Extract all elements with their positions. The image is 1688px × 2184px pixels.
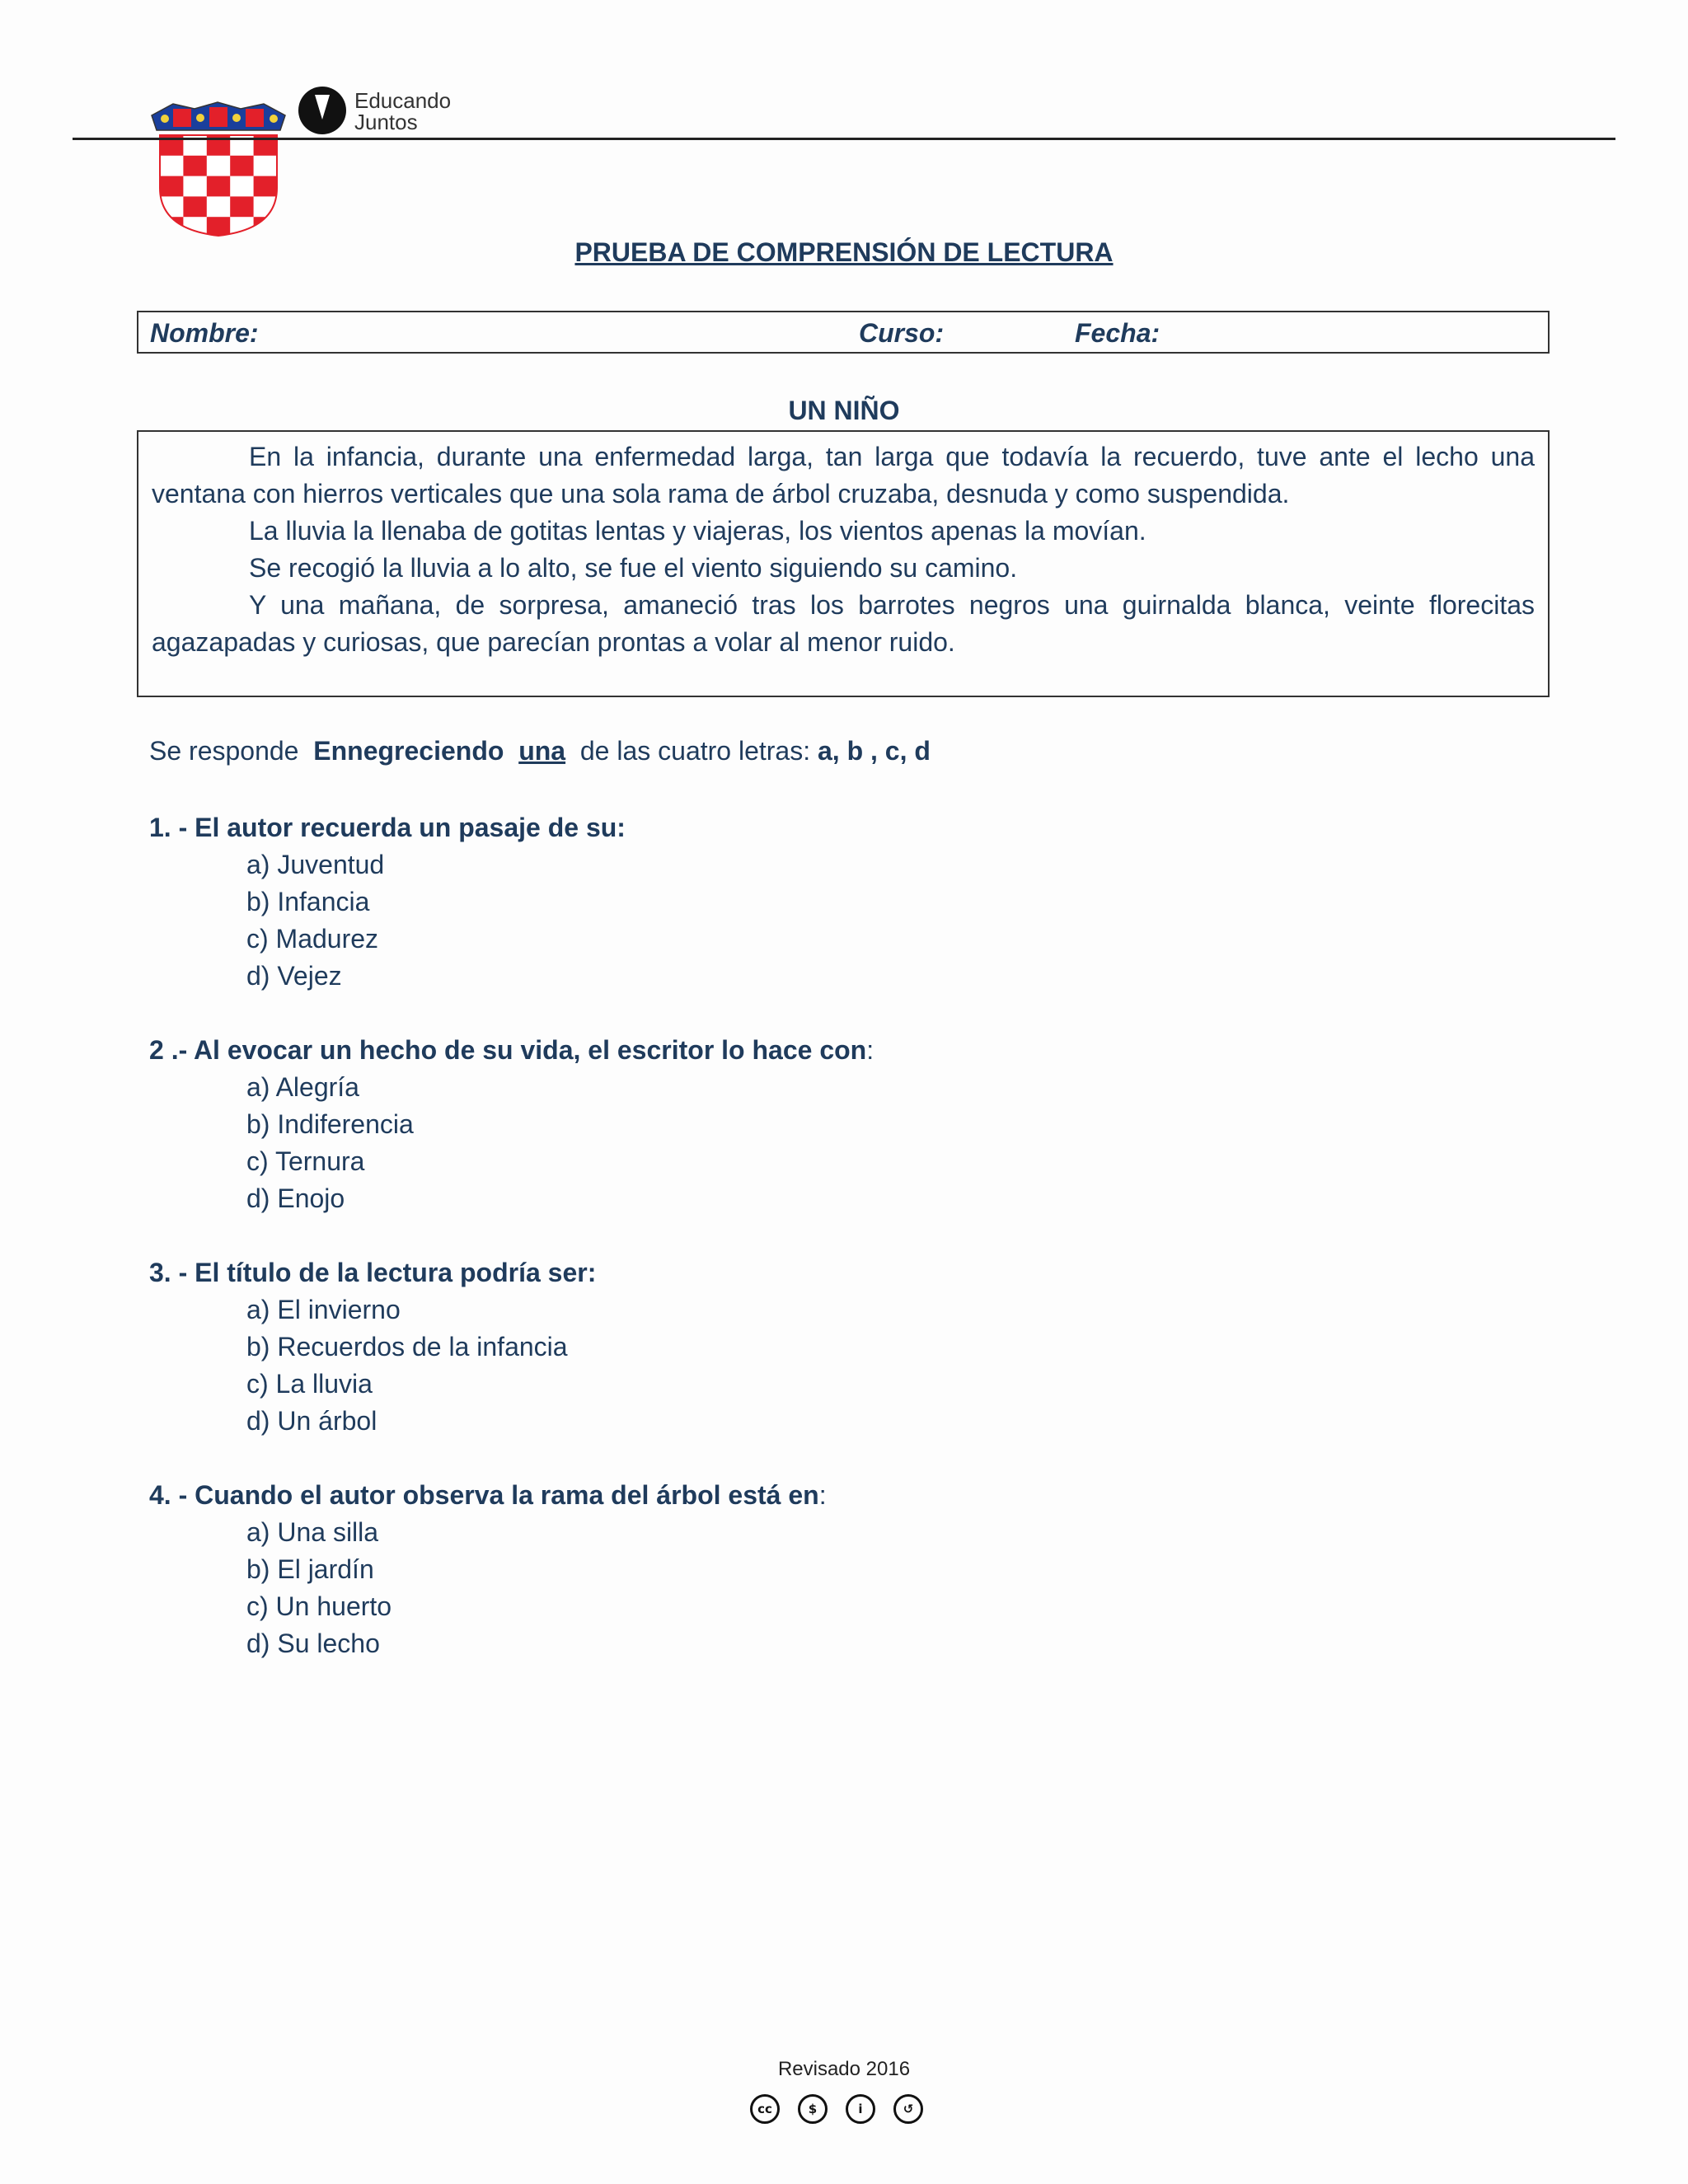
instructions-middle: de las cuatro letras:: [565, 736, 818, 766]
question-3: [149, 1254, 596, 1440]
answer-option[interactable]: b) El jardín: [246, 1554, 374, 1584]
story-title: UN NIÑO: [788, 396, 900, 425]
answer-option[interactable]: c) Ternura: [246, 1146, 365, 1176]
story-paragraph: Y una mañana, de sorpresa, amaneció tras los barrotes negros una guirnalda blanca, veinte florecitas agazapadas y curiosas, que parecían prontas a volar al menor ruido.: [152, 590, 1535, 657]
educando-juntos-logo: [298, 87, 480, 138]
story-paragraph: La lluvia la llenaba de gotitas lentas y viajeras, los vientos apenas la movían.: [249, 516, 1146, 546]
license-icons: [750, 2094, 931, 2130]
instructions-underlined-word: una: [518, 736, 566, 766]
student-info-box: [137, 311, 1550, 354]
question-title: 2 .- Al evocar un hecho de su vida, el escritor lo hace con:: [149, 1035, 874, 1065]
instructions-prefix: Se responde: [149, 736, 314, 766]
logo-mark-icon: [298, 87, 346, 134]
curso-label: Curso:: [859, 318, 945, 348]
story-paragraph: Se recogió la lluvia a lo alto, se fue el viento siguiendo su camino.: [249, 553, 1018, 583]
answer-options: [149, 1291, 596, 1440]
question-title: 1. - El autor recuerda un pasaje de su:: [149, 813, 626, 842]
revision-note: Revisado 2016: [777, 2058, 911, 2080]
answer-option[interactable]: c) La lluvia: [246, 1369, 373, 1399]
instructions: [149, 736, 931, 766]
answer-option[interactable]: b) Indiferencia: [246, 1109, 414, 1139]
logo-text: [354, 90, 451, 133]
answer-option[interactable]: d) Vejez: [246, 961, 342, 991]
question-title: 4. - Cuando el autor observa la rama del árbol está en:: [149, 1480, 827, 1510]
answer-option[interactable]: a) Juventud: [246, 850, 385, 879]
cc-icon: cc: [750, 2094, 780, 2124]
question-1: [149, 809, 626, 995]
attribution-icon: i: [846, 2094, 875, 2124]
story-text-box: [137, 430, 1550, 697]
answer-option[interactable]: a) El invierno: [246, 1295, 401, 1324]
answer-option[interactable]: d) Un árbol: [246, 1406, 377, 1436]
answer-options: [149, 1514, 827, 1662]
answer-options: [149, 846, 626, 995]
logo-line-2: Juntos: [354, 110, 418, 134]
answer-option[interactable]: c) Madurez: [246, 924, 379, 954]
fecha-label: Fecha:: [1075, 318, 1160, 348]
document-title: PRUEBA DE COMPRENSIÓN DE LECTURA: [574, 237, 1114, 267]
header-divider: [73, 138, 1615, 140]
share-alike-icon: ↺: [893, 2094, 923, 2124]
question-4: [149, 1477, 827, 1662]
instructions-letters: a, b , c, d: [818, 736, 931, 766]
answer-option[interactable]: b) Recuerdos de la infancia: [246, 1332, 568, 1361]
nombre-label: Nombre:: [150, 318, 259, 348]
answer-option[interactable]: a) Una silla: [246, 1517, 379, 1547]
answer-option[interactable]: d) Su lecho: [246, 1629, 380, 1658]
answer-option[interactable]: c) Un huerto: [246, 1591, 392, 1621]
croatian-crest-icon: [148, 97, 288, 239]
noncommercial-icon: $: [798, 2094, 828, 2124]
answer-options: [149, 1069, 874, 1217]
instructions-bold-word: Ennegreciendo: [313, 736, 504, 766]
logo-line-1: Educando: [354, 88, 452, 113]
answer-option[interactable]: b) Infancia: [246, 887, 370, 916]
answer-option[interactable]: d) Enojo: [246, 1183, 345, 1213]
story-paragraph: En la infancia, durante una enfermedad larga, tan larga que todavía la recuerdo, tuve ante el lecho una ventana con hierros verticales que una sola rama de árbol cruzaba, desnuda y como suspendida.: [152, 442, 1535, 509]
question-2: [149, 1032, 874, 1217]
question-title: 3. - El título de la lectura podría ser:: [149, 1258, 597, 1287]
answer-option[interactable]: a) Alegría: [246, 1072, 359, 1102]
